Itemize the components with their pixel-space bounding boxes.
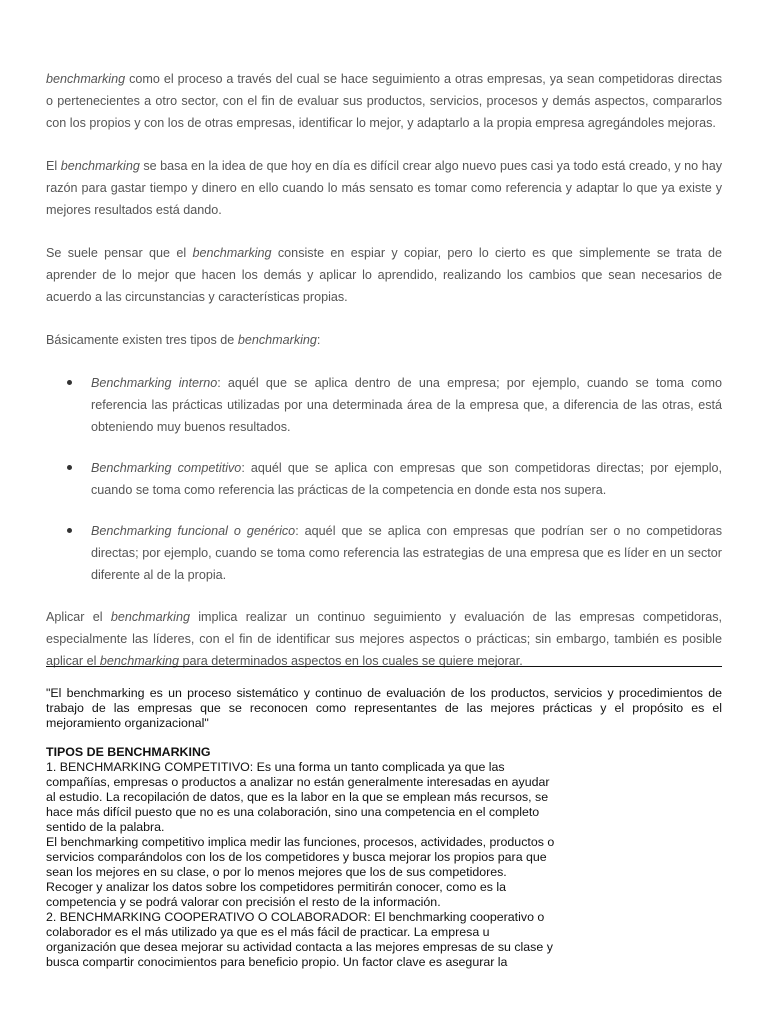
paragraph-3: [46, 242, 722, 308]
benchmarking-types-list: [46, 372, 722, 586]
section-divider: [46, 666, 722, 667]
list-item: [91, 372, 722, 438]
paragraph-text: consiste en espiar y copiar, pero lo cierto es que simplemente se trata de aprender de lo mejor que hacen los demás y aplicar lo aprendido, realizando los cambios que sean necesarios de acuerdo a las circunstancias y características propias.: [46, 246, 723, 304]
paragraph-1: [46, 68, 722, 134]
paragraph-2: [46, 155, 722, 221]
term-benchmarking: benchmarking: [99, 654, 180, 668]
paragraph-text: para determinados aspectos en los cuales se quiere mejorar.: [179, 654, 523, 668]
paragraph-4: [46, 329, 722, 351]
paragraph-text: Básicamente existen tres tipos de: [46, 333, 238, 347]
paragraph-5: [46, 606, 722, 672]
paragraph-text: implica realizar un continuo seguimiento y evaluación de las empresas competidoras, especialmente las líderes, con el fin de identificar sus mejores aspectos o prácticas; sin embargo, también es posible aplicar el: [46, 610, 723, 668]
paragraph-text: :: [316, 333, 321, 347]
term-benchmarking: benchmarking: [46, 72, 126, 86]
list-item-title: Benchmarking competitivo: [91, 461, 242, 475]
list-item-text: : aquél que se aplica dentro de una empresa; por ejemplo, cuando se toma como referencia las prácticas utilizadas por una determinada área de la empresa que, a diferencia de las otras, está obteniendo muy buenos resultados.: [91, 376, 722, 434]
term-benchmarking: benchmarking: [192, 246, 272, 260]
paragraph-text: como el proceso a través del cual se hace seguimiento a otras empresas, ya sean competidoras directas o pertenecientes a otro sector, con el fin de evaluar sus productos, servicios, procesos y demás aspectos, compararlos con los propios y con los de otras empresas, identificar lo mejor, y adaptarlo a la propia empresa agregándoles mejoras.: [46, 72, 722, 130]
types-heading: TIPOS DE BENCHMARKING: [46, 745, 211, 759]
list-item-title: Benchmarking interno: [91, 376, 218, 390]
definition-section: [46, 686, 722, 970]
type-cooperative: 2. BENCHMARKING COOPERATIVO O COLABORADOR: El benchmarking cooperativo o colaborador es el más utilizado ya que es el más fácil de practicar. La empresa u organización que desea mejorar su actividad contacta a las mejores empresas de su clase y busca compartir conocimientos para beneficio propio. Un factor clave es asegurar la: [46, 910, 553, 969]
types-section: [46, 745, 556, 970]
paragraph-text: se basa en la idea de que hoy en día es difícil crear algo nuevo pues casi ya todo está creado, y no hay razón para gastar tiempo y dinero en ello cuando lo más sensato es tomar como referencia y adaptar lo que ya existe y mejores resultados está dando.: [46, 159, 722, 217]
type-competitive-detail: El benchmarking competitivo implica medir las funciones, procesos, actividades, productos o servicios comparándolos con los de los competidores y busca mejorar los propios para que sean los mejores en su clase, o por lo menos mejores que los de sus competidores. Recoger y analizar los datos sobre los competidores permitirán conocer, como es la competencia y se podrá valorar con precisión el resto de la información.: [46, 835, 555, 909]
term-benchmarking: benchmarking: [110, 610, 190, 624]
paragraph-text: Aplicar el: [46, 610, 111, 624]
paragraph-text: El: [46, 159, 61, 173]
term-benchmarking: benchmarking: [237, 333, 317, 347]
article-section: [46, 68, 722, 672]
definition-quote: "El benchmarking es un proceso sistemático y continuo de evaluación de los productos, servicios y procedimientos de trabajo de las empresas que se reconocen como representantes de las mejores prácticas y el propósito es el mejoramiento organizacional": [46, 686, 722, 730]
list-item-text: : aquél que se aplica con empresas que podrían ser o no competidoras directas; por ejemplo, cuando se toma como referencia las estrategias de una empresa que es líder en un sector diferente al de la propia.: [91, 524, 722, 582]
list-item-title: Benchmarking funcional o genérico: [91, 524, 296, 538]
list-item: [91, 457, 722, 501]
list-item: [91, 520, 722, 586]
paragraph-text: Se suele pensar que el: [46, 246, 193, 260]
list-item-text: : aquél que se aplica con empresas que son competidoras directas; por ejemplo, cuando se toma como referencia las prácticas de la competencia en donde esta nos supera.: [91, 461, 723, 497]
term-benchmarking: benchmarking: [60, 159, 140, 173]
type-competitive: 1. BENCHMARKING COMPETITIVO: Es una forma un tanto complicada ya que las compañías, empresas o productos a analizar no están generalmente interesadas en ayudar al estudio. La recopilación de datos, que es la labor en la que se emplean más recursos, se hace más difícil puesto que no es una colaboración, sino una competencia en el completo sentido de la palabra.: [46, 760, 550, 834]
